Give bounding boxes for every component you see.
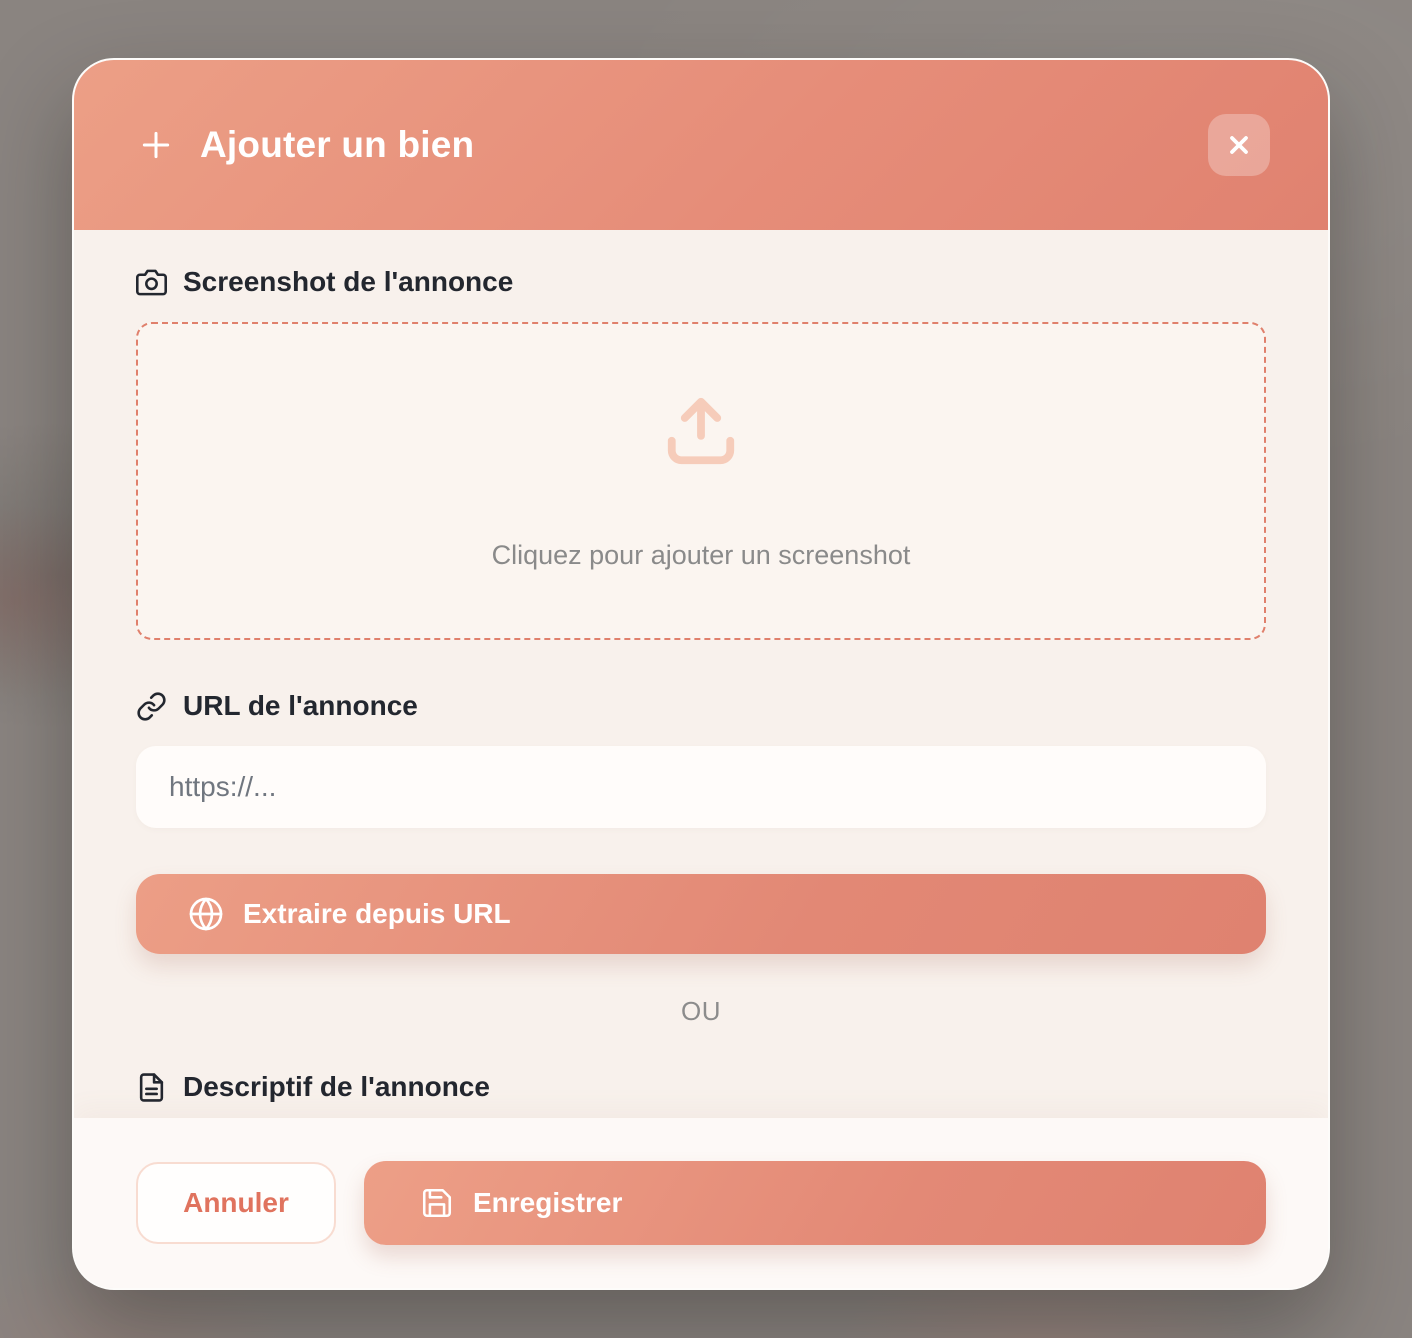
cancel-button[interactable] — [136, 1162, 336, 1244]
modal-header — [74, 60, 1328, 230]
save-button[interactable] — [364, 1161, 1266, 1245]
document-icon — [136, 1072, 167, 1103]
close-icon — [1225, 131, 1253, 159]
description-label-text: Descriptif de l'annonce — [183, 1071, 490, 1102]
extract-from-url-button[interactable] — [136, 874, 1266, 954]
save-button-label: Enregistrer — [473, 1187, 623, 1218]
or-divider: OU — [681, 996, 721, 1026]
url-label — [136, 690, 1266, 722]
url-input[interactable] — [136, 746, 1266, 828]
camera-icon — [136, 267, 167, 298]
close-button[interactable] — [1208, 114, 1270, 176]
globe-icon — [188, 896, 224, 932]
screenshot-upload-dropzone[interactable] — [136, 322, 1266, 640]
add-property-modal — [72, 58, 1330, 1290]
plus-icon — [136, 125, 176, 165]
modal-footer — [74, 1118, 1328, 1288]
modal-body — [74, 230, 1328, 1118]
upload-icon — [662, 392, 740, 470]
modal-title: Ajouter un bien — [200, 124, 475, 165]
upload-hint-text: Cliquez pour ajouter un screenshot — [491, 539, 911, 570]
url-label-text: URL de l'annonce — [183, 690, 418, 721]
save-icon — [420, 1186, 454, 1220]
extract-button-label: Extraire depuis URL — [243, 898, 511, 929]
cancel-button-label: Annuler — [183, 1187, 289, 1218]
link-icon — [136, 691, 167, 722]
screenshot-label — [136, 266, 1266, 298]
screenshot-label-text: Screenshot de l'annonce — [183, 266, 514, 297]
description-label — [136, 1071, 1266, 1103]
